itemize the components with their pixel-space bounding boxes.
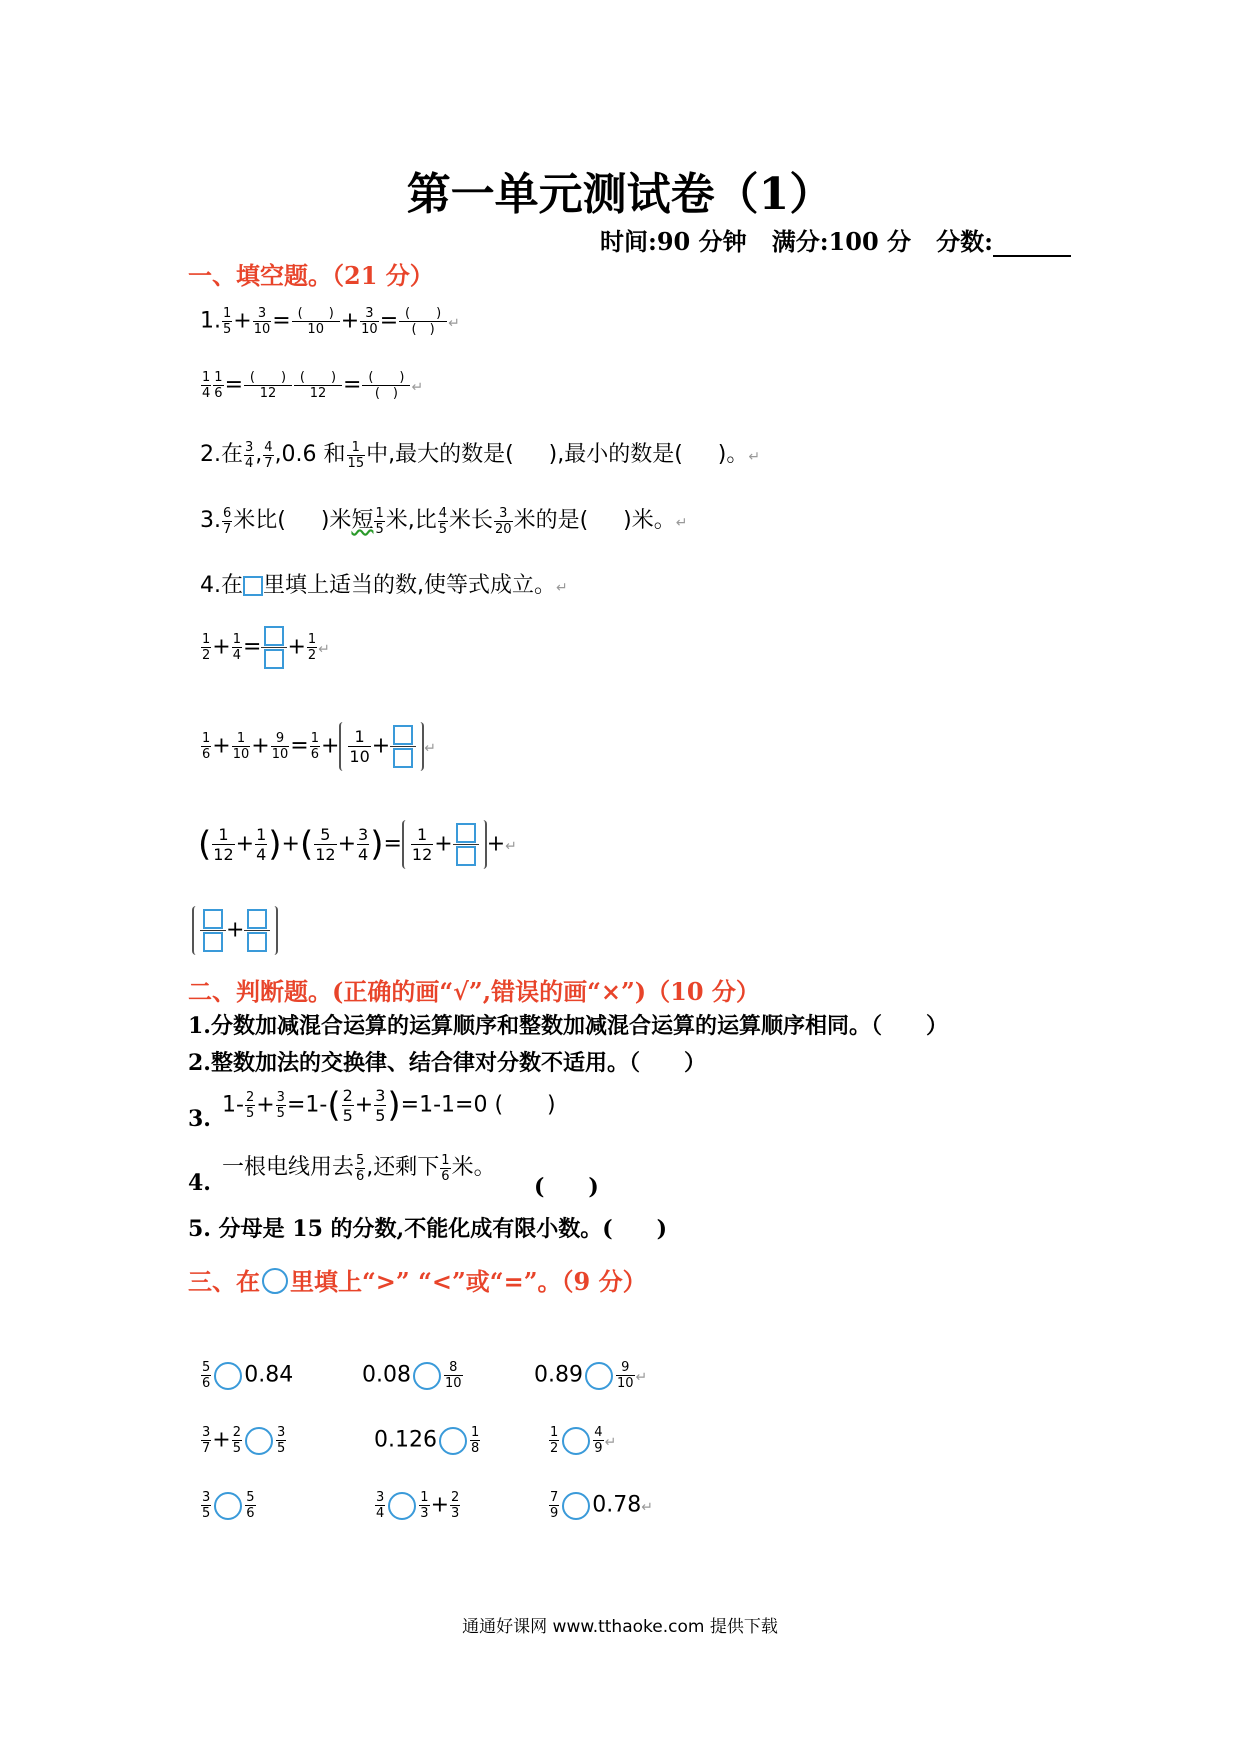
circle-icon [262, 1268, 288, 1294]
j3-text-a: 1- [222, 1092, 244, 1118]
q4-text-b: 里填上适当的数,使等式成立。 [263, 573, 556, 598]
compare-4: $\frac{3}{7}$ + $\frac{2}{5}$ $\frac{3}{5}$ [202, 1425, 286, 1456]
compare-6: $\frac{1}{2}$ $\frac{4}{9}$ ↵ [550, 1425, 617, 1456]
c9-value: 0.78 [592, 1492, 642, 1518]
j3-text-b: =1- [286, 1092, 328, 1118]
q3-text-b: 米比( [233, 508, 286, 533]
answer-box[interactable] [264, 649, 284, 669]
compare-1: $\frac{5}{6}$ 0.84 [202, 1360, 294, 1391]
answer-box[interactable] [247, 932, 267, 952]
compare-2: 0.08 $\frac{8}{10}$ [362, 1360, 462, 1391]
compare-circle[interactable] [562, 1427, 590, 1455]
judge-q3: 1- $\frac{2}{5}$ + $\frac{3}{5}$ =1-( $\frac{2}{5}$ + $\frac{3}{5}$ )=1-1=0 ( ) [222, 1085, 556, 1126]
compare-5: 0.126 $\frac{1}{8}$ [374, 1425, 480, 1456]
judge-q5: 5. 分母是 15 的分数,不能化成有限小数。( ) [188, 1216, 668, 1242]
judge-q4: 一根电线用去 $\frac{5}{6}$ ,还剩下 $\frac{1}{6}$ 米。 [222, 1152, 496, 1184]
compare-9: $\frac{7}{9}$ 0.78↵ [550, 1490, 653, 1521]
judge-q3-label: 3. [188, 1106, 211, 1132]
section-1-heading: 一、填空题。（21 分） [188, 261, 434, 290]
answer-box[interactable] [247, 909, 267, 929]
q3-text-a: 3. [200, 508, 221, 533]
compare-circle[interactable] [214, 1492, 242, 1520]
section-3-heading [188, 1262, 647, 1297]
fill-q4-eq3-cont: + [192, 906, 278, 955]
q3-text-e: 米,比 [385, 508, 437, 533]
c2-value: 0.08 [362, 1362, 411, 1388]
s3-text-b: 里填上“>” “<”或“=”。（9 分） [290, 1267, 647, 1296]
q3-text-g: 米的是( [513, 508, 589, 533]
fill-q2: 2.在 $\frac{3}{4}$ , $\frac{4}{7}$ ,0.6 和 $\frac{1}{15}$ 中,最大的数是( ),最小的数是( )。↵ [200, 439, 761, 471]
compare-7: $\frac{3}{5}$ $\frac{5}{6}$ [202, 1490, 255, 1521]
q3-text-c: )米 [320, 508, 352, 533]
c5-value: 0.126 [374, 1427, 437, 1453]
q2-text-d: ),最小的数是( [548, 442, 683, 467]
answer-box[interactable] [456, 823, 476, 843]
j4-text-a: 一根电线用去 [222, 1155, 355, 1180]
answer-box[interactable] [393, 748, 413, 768]
compare-circle[interactable] [388, 1492, 416, 1520]
page-title: 第一单元测试卷（1） [406, 169, 834, 220]
fill-q4: 4.在 里填上适当的数,使等式成立。↵ [200, 573, 568, 598]
answer-box[interactable] [264, 626, 284, 646]
full-score: 满分:100 分 [771, 227, 912, 256]
c3-value: 0.89 [534, 1362, 583, 1388]
q2-text-e: )。 [717, 442, 749, 467]
answer-box-icon [243, 576, 263, 596]
compare-circle[interactable] [562, 1492, 590, 1520]
answer-box[interactable] [203, 909, 223, 929]
fill-q4-eq2: $\frac{1}{6}$ + $\frac{1}{10}$ + $\frac{9}{10}$ = $\frac{1}{6}$ + $\frac{1}{10}$ + ↵ [200, 722, 436, 771]
q4-text-a: 4.在 [200, 573, 243, 598]
q1-label: 1. [200, 308, 221, 334]
judge-q2: 2.整数加法的交换律、结合律对分数不适用。（ ） [188, 1050, 706, 1076]
score-label: 分数: [936, 227, 993, 256]
q3-text-f: 米长 [449, 508, 494, 533]
judge-q1: 1.分数加减混合运算的运算顺序和整数加减混合运算的运算顺序相同。（ ） [188, 1013, 948, 1039]
q2-text-a: 2.在 [200, 442, 243, 467]
c1-value: 0.84 [244, 1362, 294, 1388]
j4-text-b: ,还剩下 [366, 1155, 440, 1180]
fill-q4-eq3: ( $\frac{1}{12}$ + $\frac{1}{4}$ )+( $\frac{5}{12}$ + $\frac{3}{4}$ )= $\frac{1}{12}$ + +↵ [198, 820, 517, 869]
j4-text-c: 米。 [451, 1155, 496, 1180]
page-footer: 通通好课网 www.tthaoke.com 提供下载 [462, 1617, 778, 1637]
judge-q4-paren: ( ) [534, 1174, 599, 1200]
fill-q3: 3. $\frac{6}{7}$ 米比( )米短 $\frac{1}{5}$ 米,比 $\frac{4}{5}$ 米长 $\frac{3}{20}$ 米的是( )米。↵ [200, 505, 688, 537]
q3-text-d: 短 [351, 508, 374, 533]
fill-q1-line2: $\frac{1}{4}$ $\frac{1}{6}$ = $\frac{( )}{12}$ $\frac{( )}{12}$ = $\frac{( )}{( )}$ ↵ [202, 370, 424, 401]
fill-q1-line1: 1. $\frac{1}{5}$ + $\frac{3}{10}$ = $\frac{( )}{10}$ + $\frac{3}{10}$ = $\frac{( )}{( )}$ ↵ [200, 306, 460, 337]
judge-q4-label: 4. [188, 1170, 211, 1196]
fill-q4-eq1: $\frac{1}{2}$ + $\frac{1}{4}$ = + $\frac{1}{2}$ ↵ [200, 625, 330, 670]
exam-meta [600, 222, 1071, 257]
s3-text-a: 三、在 [188, 1267, 260, 1296]
answer-box[interactable] [203, 932, 223, 952]
score-blank[interactable] [993, 231, 1071, 257]
q3-text-h: )米。 [623, 508, 676, 533]
compare-8: $\frac{3}{4}$ $\frac{1}{3}$ + $\frac{2}{3}$ [376, 1490, 460, 1521]
compare-3: 0.89 $\frac{9}{10}$ ↵ [534, 1360, 648, 1391]
compare-circle[interactable] [439, 1427, 467, 1455]
answer-box[interactable] [393, 725, 413, 745]
compare-circle[interactable] [585, 1362, 613, 1390]
section-2-heading: 二、判断题。(正确的画“√”,错误的画“×”)（10 分） [188, 977, 760, 1006]
q2-text-c: 中,最大的数是( [366, 442, 514, 467]
compare-circle[interactable] [245, 1427, 273, 1455]
q2-text-b: ,0.6 和 [274, 442, 346, 467]
compare-circle[interactable] [413, 1362, 441, 1390]
j3-text-c: =1-1=0 ( ) [400, 1092, 556, 1118]
time-limit: 时间:90 分钟 [600, 227, 747, 256]
compare-circle[interactable] [214, 1362, 242, 1390]
answer-box[interactable] [456, 846, 476, 866]
